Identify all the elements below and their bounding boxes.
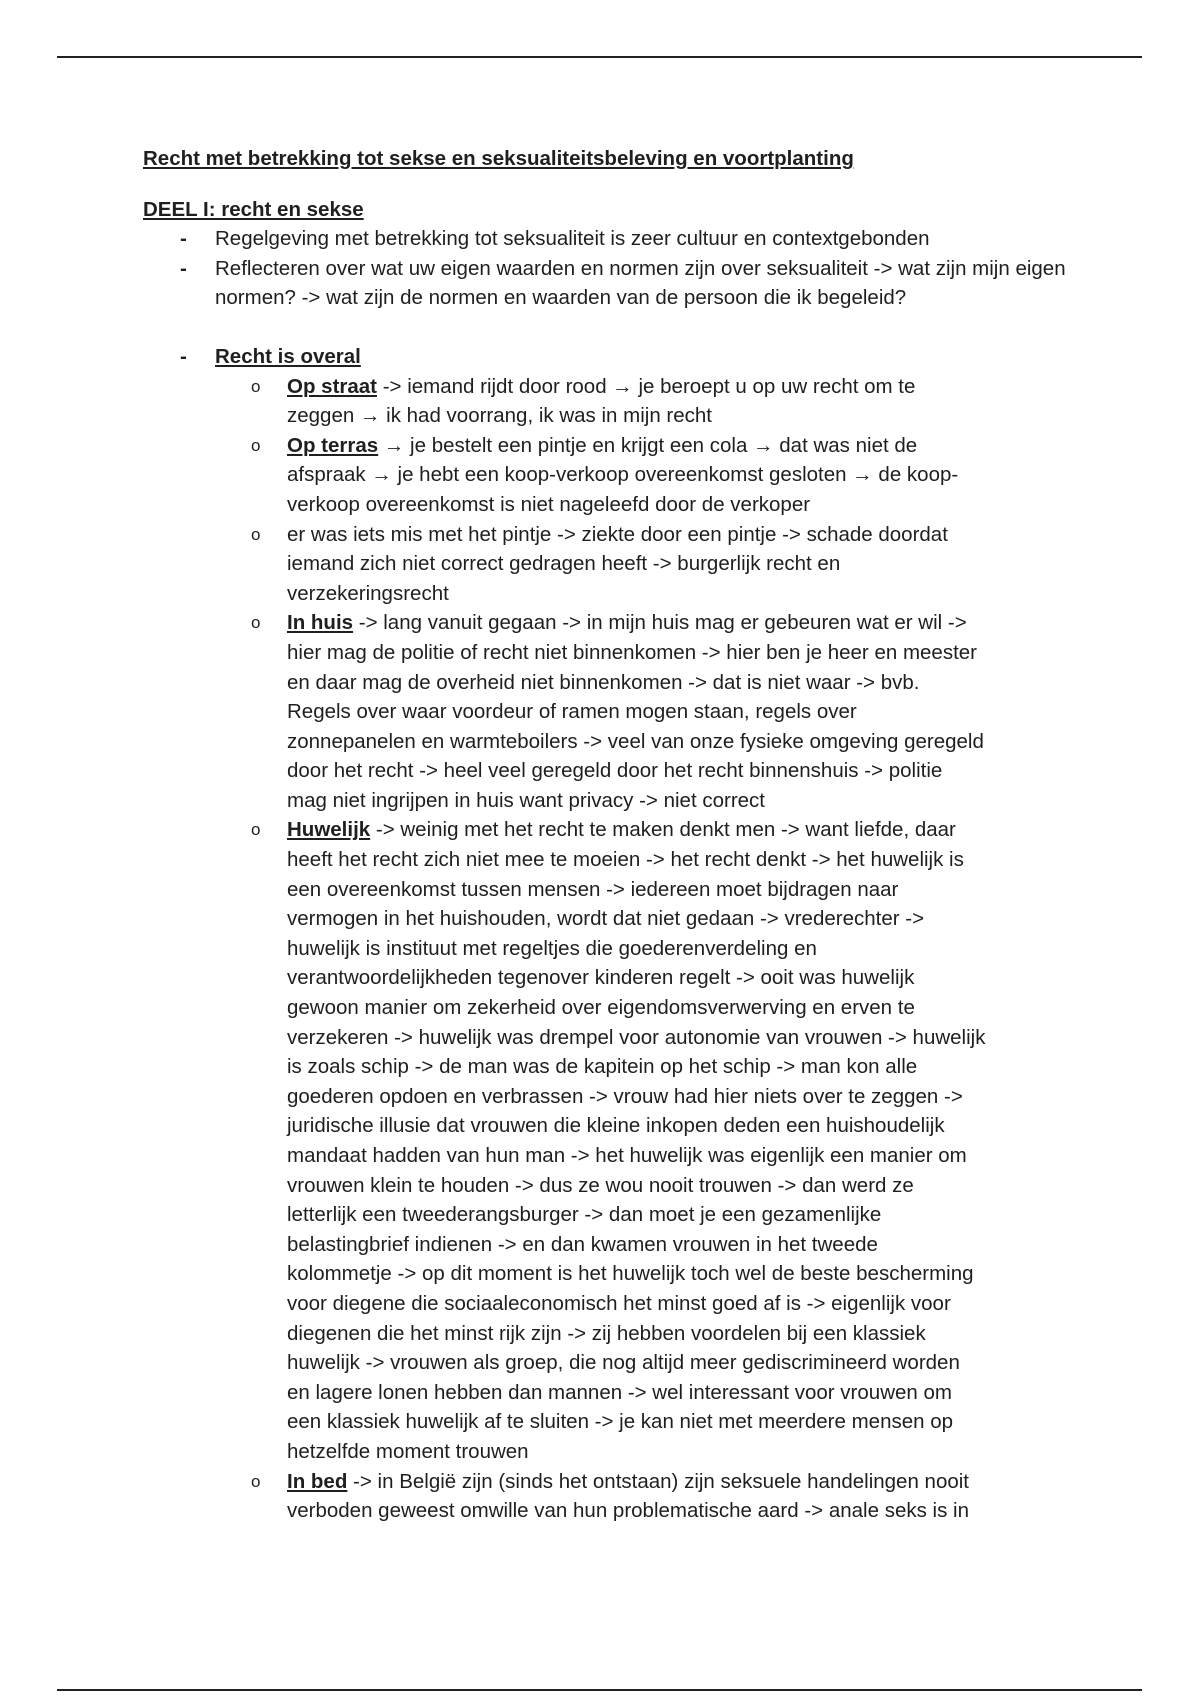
bullet-text: Reflecteren over wat uw eigen waarden en normen zijn over seksualiteit -> wat zijn mijn eigen normen? -> wat zijn de normen en waarden van de persoon die ik begeleid? [215, 256, 1066, 310]
sub-item-text: → je bestelt een pintje en krijgt een cola → dat was niet de afspraak → je hebt een koop-verkoop overeenkomst gesloten → de koop-verkoop overeenkomst is niet nageleefd door de verkoper [287, 433, 959, 516]
subsection-heading: Recht is overal [215, 344, 361, 368]
sub-item-op-terras [215, 431, 987, 520]
circle-marker: o [251, 524, 261, 544]
document-title: Recht met betrekking tot sekse en seksualiteitsbeleving en voortplanting [143, 147, 854, 170]
bullet-item [143, 254, 1073, 313]
bullet-list [143, 224, 1073, 1526]
bullet-text: Regelgeving met betrekking tot seksualiteit is zeer cultuur en contextgebonden [215, 227, 930, 251]
top-rule [57, 56, 1142, 58]
sub-item-pintje [215, 520, 987, 609]
bullet-item [143, 224, 1073, 254]
sub-list [215, 372, 1073, 1526]
dash-marker: - [180, 256, 187, 280]
sub-item-text: -> iemand rijdt door rood → je beroept u op uw recht om te zeggen → ik had voorrang, ik was in mijn recht [287, 374, 916, 428]
sub-item-in-huis [215, 608, 987, 815]
sub-item-keyword: Huwelijk [287, 818, 371, 842]
sub-item-keyword: Op terras [287, 433, 379, 457]
circle-marker: o [251, 820, 261, 840]
dash-marker: - [180, 227, 187, 251]
sub-item-op-straat [215, 372, 987, 431]
sub-item-huwelijk [215, 815, 987, 1466]
sub-item-keyword: In huis [287, 611, 354, 635]
dash-marker: - [180, 344, 187, 368]
bottom-rule [57, 1689, 1142, 1691]
sub-item-text: -> lang vanuit gegaan -> in mijn huis mag er gebeuren wat er wil -> hier mag de politie of recht niet binnenkomen -> hier ben je heer en meester en daar mag de overheid niet binnenkomen -> dat is niet waar -> bvb. Regels over waar voordeur of ramen mogen staan, regels over zonnepanelen en warmteboilers -> veel van onze fysieke omgeving geregeld door het recht -> heel veel geregeld door het recht binnenshuis -> politie mag niet ingrijpen in huis want privacy -> niet correct [287, 611, 984, 812]
circle-marker: o [251, 435, 261, 455]
bullet-item-recht-is-overal [143, 342, 1073, 1526]
sub-item-text: er was iets mis met het pintje -> ziekte door een pintje -> schade doordat iemand zich niet correct gedragen heeft -> burgerlijk recht en verzekeringsrecht [287, 522, 948, 605]
sub-item-text: -> in België zijn (sinds het ontstaan) zijn seksuele handelingen nooit verboden geweest omwille van hun problematische aard -> anale seks is in [287, 1469, 970, 1523]
document-body [143, 144, 1073, 1526]
sub-item-text: -> weinig met het recht te maken denkt men -> want liefde, daar heeft het recht zich niet mee te moeien -> het recht denkt -> het huwelijk is een overeenkomst tussen mensen -> iedereen moet bijdragen naar vermogen in het huishouden, wordt dat niet gedaan -> vrederechter -> huwelijk is instituut met regeltjes die goederenverdeling en verantwoordelijkheden tegenover kinderen regelt -> ooit was huwelijk gewoon manier om zekerheid over eigendomsverwerving en erven te verzekeren -> huwelijk was drempel voor autonomie van vrouwen -> huwelijk is zoals schip -> de man was de kapitein op het schip -> man kon alle goederen opdoen en verbrassen -> vrouw had hier niets over te zeggen -> juridische illusie dat vrouwen die kleine inkopen deden een huishoudelijk mandaat hadden van hun man -> het huwelijk was eigenlijk een manier om vrouwen klein te houden -> dus ze wou nooit trouwen -> dan werd ze letterlijk een tweederangsburger -> dan moet je een gezamenlijke belastingbrief indienen -> en dan kwamen vrouwen in het tweede kolommetje -> op dit moment is het huwelijk toch wel de beste bescherming voor diegene die sociaaleconomisch het minst goed af is -> eigenlijk voor diegenen die het minst rijk zijn -> zij hebben voordelen bij een klassiek huwelijk -> vrouwen als groep, die nog altijd meer gediscrimineerd worden en lagere lonen hebben dan mannen -> wel interessant voor vrouwen om een klassiek huwelijk af te sluiten -> je kan niet met meerdere mensen op hetzelfde moment trouwen [287, 818, 986, 1463]
sub-item-keyword: In bed [287, 1469, 348, 1493]
circle-marker: o [251, 376, 261, 396]
circle-marker: o [251, 613, 261, 633]
section-heading: DEEL I: recht en sekse [143, 197, 364, 221]
sub-item-in-bed [215, 1467, 987, 1526]
sub-item-keyword: Op straat [287, 374, 377, 398]
circle-marker: o [251, 1471, 261, 1491]
